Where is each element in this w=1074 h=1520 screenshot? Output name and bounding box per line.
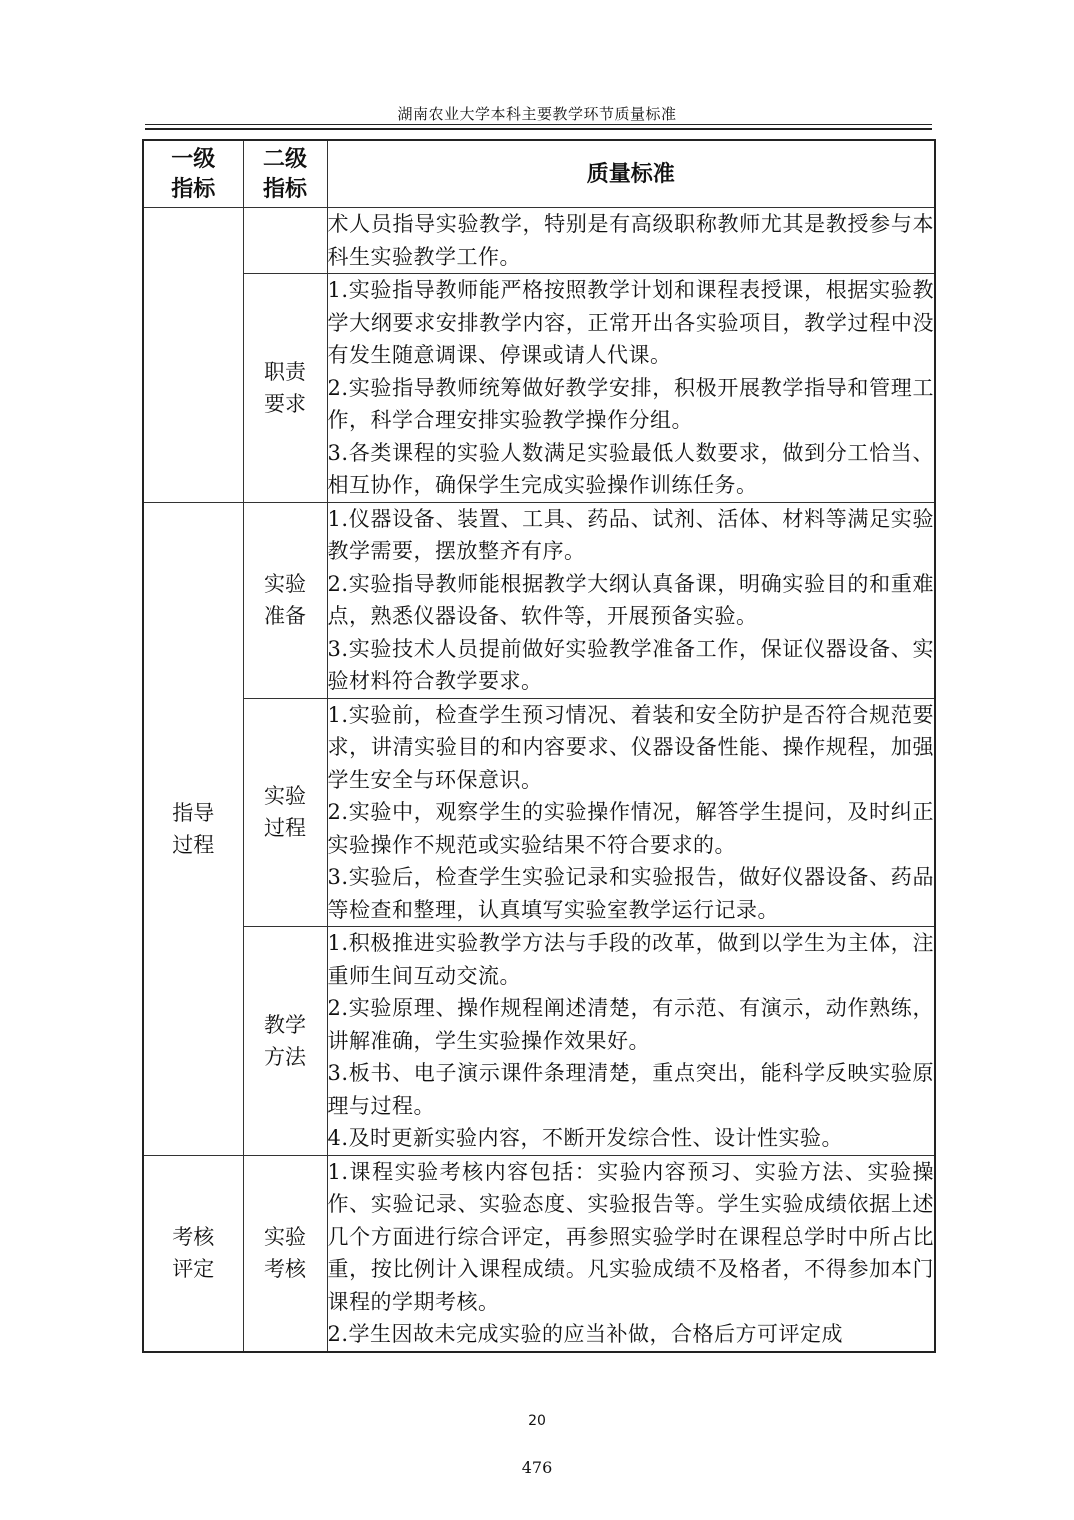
level2-cell bbox=[243, 927, 327, 1156]
standard-line: 2.学生因故未完成实验的应当补做，合格后方可评定成 bbox=[327, 1322, 844, 1346]
level2-cell bbox=[243, 1155, 327, 1352]
level1-cell bbox=[143, 1155, 243, 1352]
standard-line: 1.仪器设备、装置、工具、药品、试剂、活体、材料等满足实验教学需要，摆放整齐有序。 bbox=[327, 506, 934, 563]
standard-line: 2.实验指导教师能根据教学大纲认真备课，明确实验目的和重难点，熟悉仪器设备、软件等，开展预备实验。 bbox=[327, 571, 934, 628]
table-row bbox=[143, 502, 935, 698]
level2-line: 实验 bbox=[264, 784, 306, 809]
standard-cell bbox=[327, 1155, 935, 1352]
level2-cell bbox=[243, 502, 327, 698]
header-level2 bbox=[243, 140, 327, 208]
level2-line: 职责 bbox=[264, 359, 306, 384]
level1-line: 考核 bbox=[172, 1225, 215, 1249]
level2-line: 准备 bbox=[264, 604, 306, 628]
standard-line: 1.实验指导教师能严格按照教学计划和课程表授课，根据实验教学大纲要求安排教学内容，正常开出各实验项目，教学过程中没有发生随意调课、停课或请人代课。 bbox=[327, 278, 934, 367]
level1-cell bbox=[143, 502, 243, 1155]
level2-line: 实验 bbox=[264, 1225, 306, 1249]
header-rule-thick bbox=[145, 128, 932, 130]
level2-line: 实验 bbox=[264, 572, 306, 596]
standard-line: 1.课程实验考核内容包括：实验内容预习、实验方法、实验操作、实验记录、实验态度、实验报告等。学生实验成绩依据上述几个方面进行综合评定，再参照实验学时在课程总学时中所占比重，按比例计入课程成绩。凡实验成绩不及格者，不得参加本门课程的学期考核。 bbox=[327, 1159, 934, 1314]
standard-cell bbox=[327, 698, 935, 927]
level2-line: 过程 bbox=[264, 816, 306, 841]
table-header-row bbox=[143, 140, 935, 208]
level2-line: 要求 bbox=[264, 391, 306, 416]
standard-cell bbox=[327, 208, 935, 274]
table-row bbox=[143, 274, 935, 503]
standard-line: 1.积极推进实验教学方法与手段的改革，做到以学生为主体，注重师生间互动交流。 bbox=[327, 931, 934, 988]
level2-cell-empty bbox=[243, 208, 327, 274]
header-level1-line: 指标 bbox=[171, 176, 216, 202]
header-level2-line: 指标 bbox=[262, 176, 307, 202]
quality-standard-table bbox=[142, 139, 936, 1353]
standard-cell bbox=[327, 274, 935, 503]
level2-cell bbox=[243, 274, 327, 503]
standard-line: 2.实验原理、操作规程阐述清楚，有示范、有演示，动作熟练，讲解准确，学生实验操作效果好。 bbox=[327, 996, 934, 1053]
page-number: 20 bbox=[528, 1413, 546, 1429]
header-level2-line: 二级 bbox=[262, 146, 307, 172]
table-row bbox=[143, 208, 935, 274]
standard-line: 3.各类课程的实验人数满足实验最低人数要求，做到分工恰当、相互协作，确保学生完成实验操作训练任务。 bbox=[327, 440, 934, 497]
level2-line: 考核 bbox=[264, 1257, 306, 1281]
standard-line: 术人员指导实验教学，特别是有高级职称教师尤其是教授参与本科生实验教学工作。 bbox=[327, 212, 934, 269]
header-level1 bbox=[143, 140, 243, 208]
table-row bbox=[143, 1155, 935, 1352]
standard-line: 3.实验技术人员提前做好实验教学准备工作，保证仪器设备、实验材料符合教学要求。 bbox=[327, 636, 934, 693]
table-row bbox=[143, 927, 935, 1156]
standard-line: 2.实验中，观察学生的实验操作情况，解答学生提问，及时纠正实验操作不规范或实验结果不符合要求的。 bbox=[327, 800, 934, 857]
level1-line: 指导 bbox=[172, 800, 215, 825]
table-row bbox=[143, 698, 935, 927]
standard-cell bbox=[327, 502, 935, 698]
header-standard: 质量标准 bbox=[327, 140, 935, 208]
level1-line: 过程 bbox=[172, 832, 215, 857]
level1-line: 评定 bbox=[172, 1257, 215, 1281]
level2-line: 教学 bbox=[264, 1012, 306, 1037]
level1-cell-empty bbox=[143, 208, 243, 503]
level2-line: 方法 bbox=[264, 1044, 306, 1069]
standard-cell bbox=[327, 927, 935, 1156]
standard-line: 2.实验指导教师统筹做好教学安排，积极开展教学指导和管理工作，科学合理安排实验教学操作分组。 bbox=[327, 375, 934, 432]
level2-cell bbox=[243, 698, 327, 927]
standard-line: 4.及时更新实验内容，不断开发综合性、设计性实验。 bbox=[327, 1126, 844, 1150]
page-header-title: 湖南农业大学本科主要教学环节质量标准 bbox=[397, 105, 677, 123]
standard-line: 3.板书、电子演示课件条理清楚，重点突出，能科学反映实验原理与过程。 bbox=[327, 1061, 934, 1118]
standard-line: 3.实验后，检查学生实验记录和实验报告，做好仪器设备、药品等检查和整理，认真填写实验室教学运行记录。 bbox=[327, 865, 934, 922]
page-total-number: 476 bbox=[521, 1458, 553, 1477]
header-rule-thin bbox=[145, 124, 932, 125]
header-level1-line: 一级 bbox=[171, 146, 216, 172]
standard-line: 1.实验前，检查学生预习情况、着装和安全防护是否符合规范要求，讲清实验目的和内容要求、仪器设备性能、操作规程，加强学生安全与环保意识。 bbox=[327, 702, 934, 792]
